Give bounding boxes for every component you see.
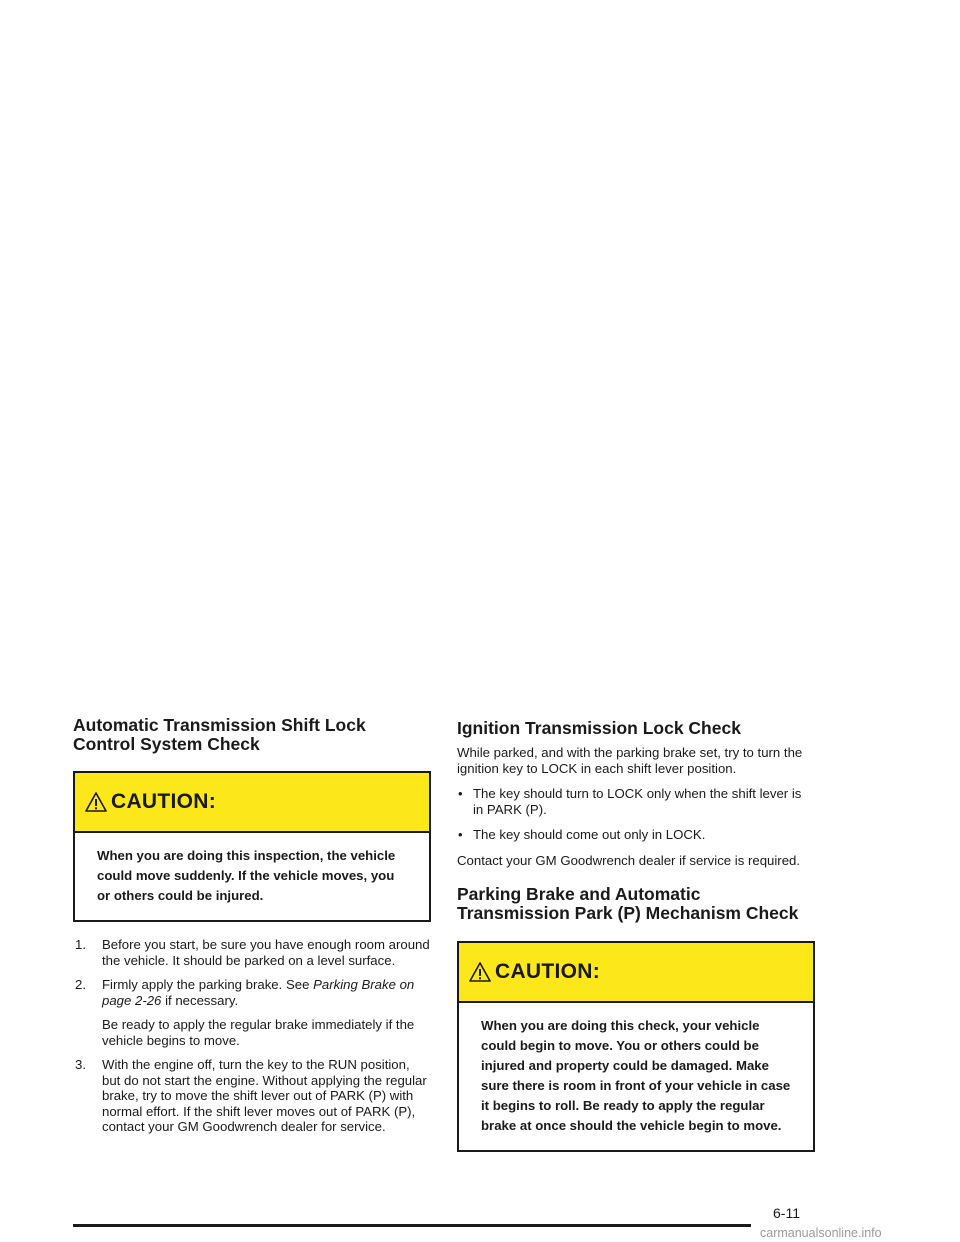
shift-lock-caution-box [73,771,431,922]
bullet-icon: • [458,827,463,842]
caution-text: When you are doing this check, your vehicle could begin to move. You or others could be injured and property could be damaged. Make sure there is room in front of your vehicle in case it begins to roll. Be ready to apply the regular brake at once should the vehicle begin to move. [481,1018,791,1133]
parking-brake-caution-box [457,941,815,1152]
step-number: 2. [75,977,86,992]
caution-header [459,943,813,1003]
parking-brake-heading: Parking Brake and Automatic Transmission Park (P) Mechanism Check [457,884,799,923]
ignition-lock-heading: Ignition Transmission Lock Check [457,718,741,738]
watermark: carmanualsonline.info [760,1226,882,1240]
caution-title: CAUTION: [495,960,601,983]
left-column [73,716,431,1135]
page-number: 6-11 [773,1205,800,1221]
step-text: With the engine off, turn the key to the RUN position, but do not start the engine. Without applying the regular brake, try to move the shift lever out of PARK (P) with normal effort. If the shift lever moves out of PARK (P), contact your GM Goodwrench dealer for service. [102,1057,427,1134]
caution-title: CAUTION: [111,790,217,813]
bullet-item [457,827,815,843]
bullet-text: The key should turn to LOCK only when the shift lever is in PARK (P). [473,786,802,817]
warning-triangle-icon [469,961,491,983]
inspection-steps [73,937,431,1135]
step-number: 1. [75,937,86,952]
caution-header [75,773,429,833]
step-text: Before you start, be sure you have enough room around the vehicle. It should be parked on a level surface. [102,937,430,968]
step-text-after: if necessary. [165,992,239,1008]
step-text: Firmly apply the parking brake. See [102,977,310,992]
bullet-icon: • [458,786,463,801]
right-column [457,716,815,1152]
footer-rule [73,1224,751,1227]
ignition-intro: While parked, and with the parking brake set, try to turn the ignition key to LOCK in each shift lever position. [457,745,803,776]
shift-lock-heading: Automatic Transmission Shift Lock Control System Check [73,715,366,754]
step-3 [73,1057,431,1135]
warning-triangle-icon [85,791,107,813]
contact-dealer-text: Contact your GM Goodwrench dealer if service is required. [457,852,801,868]
caution-text: When you are doing this inspection, the vehicle could move suddenly. If the vehicle moves, you or others could be injured. [97,848,396,903]
step-2 [73,977,431,1048]
bullet-text: The key should come out only in LOCK. [473,827,706,842]
step-2-note: Be ready to apply the regular brake immediately if the vehicle begins to move. [102,1017,415,1048]
parking-brake-reference[interactable]: Parking Brake on page 2-26 [102,977,415,1008]
ignition-bullets [457,786,815,843]
bullet-item [457,786,815,817]
step-1 [73,937,431,968]
step-number: 3. [75,1057,86,1072]
